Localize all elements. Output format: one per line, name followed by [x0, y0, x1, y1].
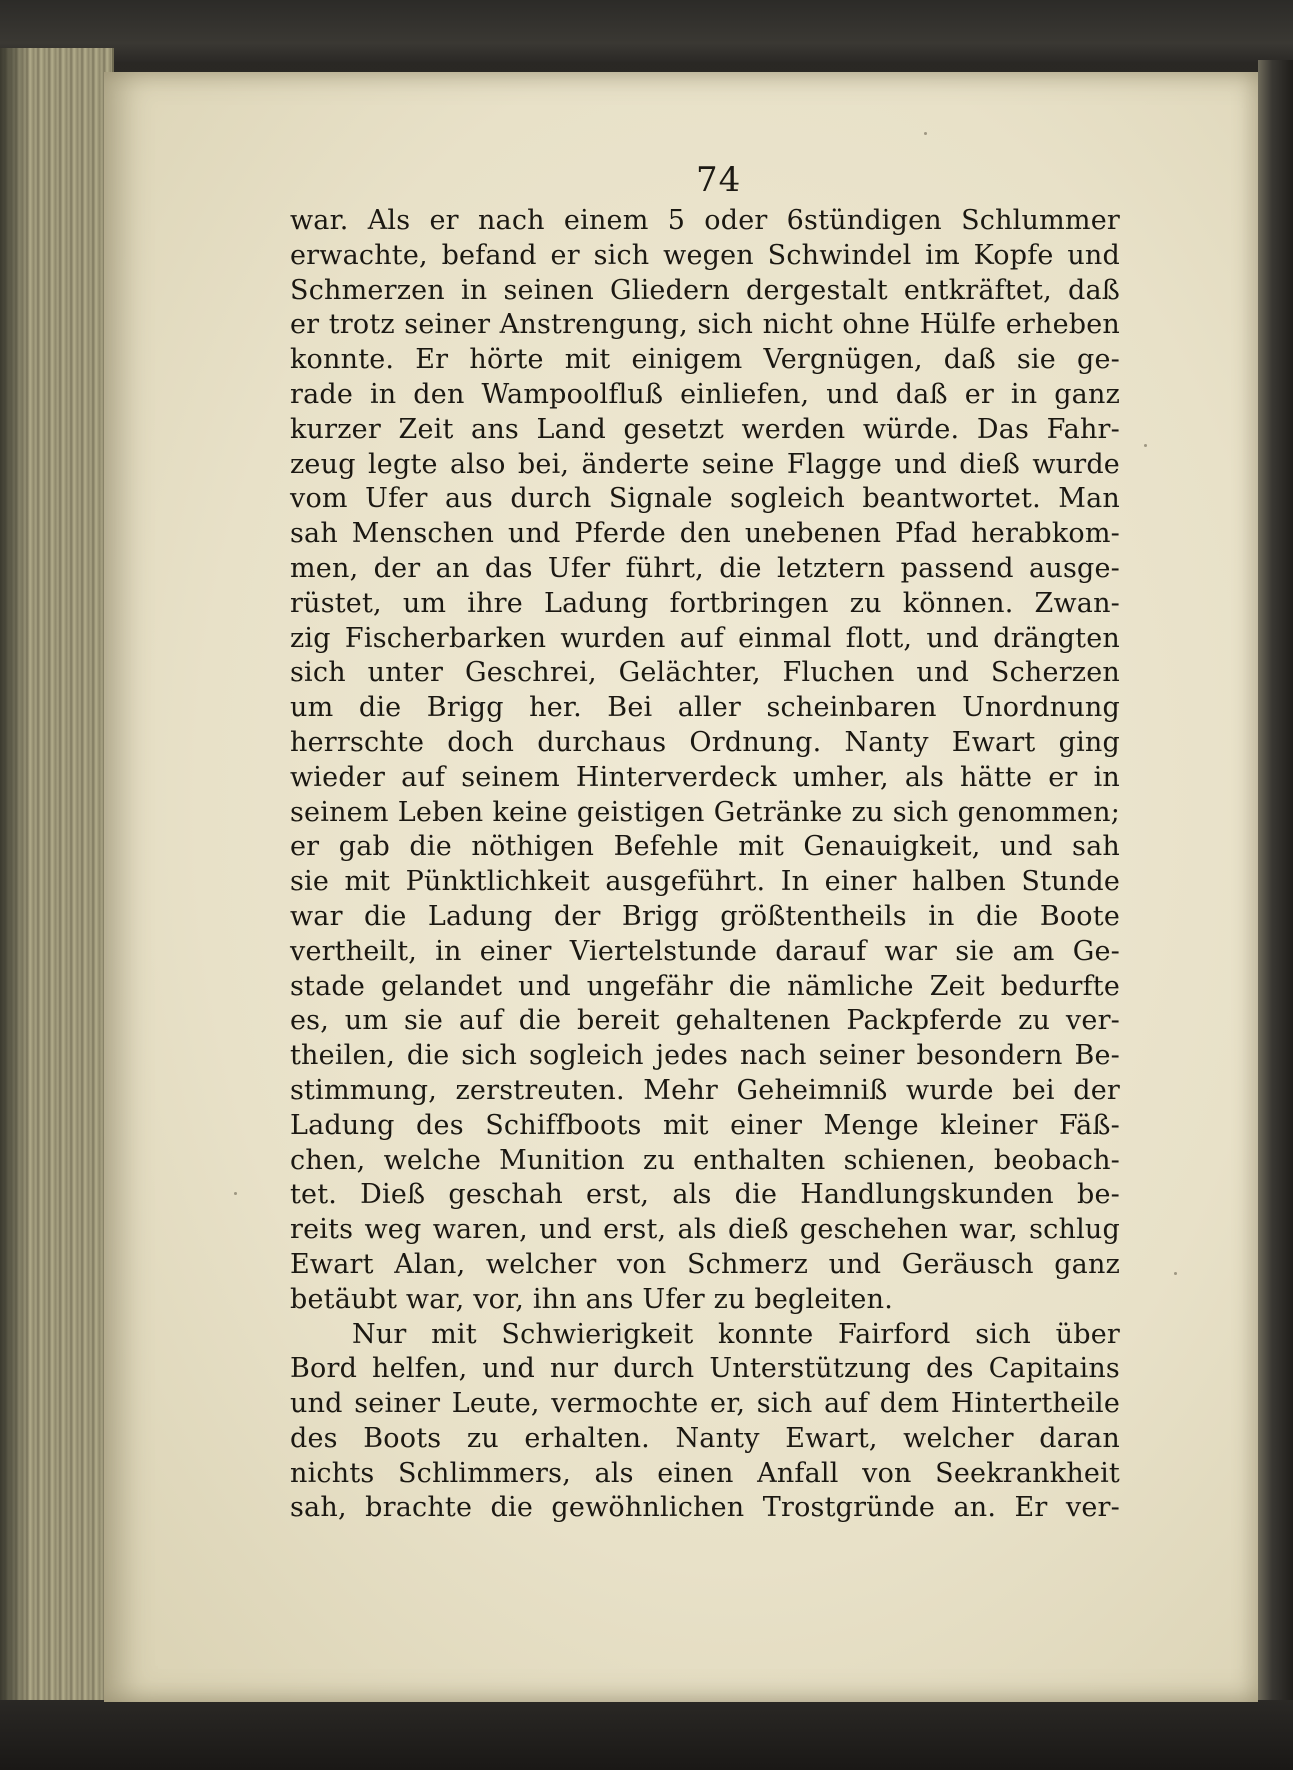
paragraph-start-line: Nur mit Schwierigkeit konnte Fairford sich über: [352, 1318, 1120, 1350]
text-line: theilen, die sich sogleich jedes nach seiner besondern Be-: [290, 1040, 1120, 1072]
text-line: und seiner Leute, vermochte er, sich auf dem Hintertheile: [290, 1388, 1120, 1420]
text-line: wieder auf seinem Hinterverdeck umher, als hätte er in: [290, 761, 1120, 793]
text-line: stade gelandet und ungefähr die nämliche Zeit bedurfte: [290, 970, 1120, 1002]
text-line: Ladung des Schiffboots mit einer Menge kleiner Fäß-: [290, 1109, 1120, 1141]
text-line: des Boots zu erhalten. Nanty Ewart, welcher daran: [290, 1422, 1120, 1454]
paper-fleck: [234, 1192, 237, 1195]
text-line: es, um sie auf die bereit gehaltenen Packpferde zu ver-: [290, 1005, 1120, 1037]
text-line: rüstet, um ihre Ladung fortbringen zu können. Zwan-: [290, 587, 1120, 619]
page-stack-edge: [0, 48, 114, 1738]
text-line: zig Fischerbarken wurden auf einmal flott, und drängten: [290, 622, 1120, 654]
text-line: Schmerzen in seinen Gliedern dergestalt entkräftet, daß: [290, 274, 1120, 306]
paper-fleck: [1144, 444, 1147, 447]
text-line: Bord helfen, und nur durch Unterstützung des Capitains: [290, 1353, 1120, 1385]
text-line: Ewart Alan, welcher von Schmerz und Geräusch ganz: [290, 1248, 1120, 1280]
text-line: war die Ladung der Brigg größtentheils in die Boote: [290, 900, 1120, 932]
text-line: rade in den Wampoolfluß einliefen, und daß er in ganz: [290, 378, 1120, 410]
text-line: herrschte doch durchaus Ordnung. Nanty Ewart ging: [290, 726, 1120, 758]
page-number: 74: [696, 160, 742, 200]
text-line: war. Als er nach einem 5 oder 6stündigen Schlummer: [290, 205, 1120, 236]
text-line: er trotz seiner Anstrengung, sich nicht ohne Hülfe erheben: [290, 309, 1120, 341]
text-line: nichts Schlimmers, als einen Anfall von Seekrankheit: [290, 1457, 1120, 1489]
text-line: vom Ufer aus durch Signale sogleich beantwortet. Man: [290, 483, 1120, 515]
book-top-edge: [0, 0, 1293, 62]
paper-fleck: [1174, 1272, 1177, 1275]
text-line: seinem Leben keine geistigen Getränke zu sich genommen;: [290, 796, 1120, 828]
book-right-edge: [1258, 60, 1293, 1770]
text-line: kurzer Zeit ans Land gesetzt werden würde. Das Fahr-: [290, 413, 1120, 445]
text-line: reits weg waren, und erst, als dieß geschehen war, schlug: [290, 1214, 1120, 1246]
text-line: tet. Dieß geschah erst, als die Handlungskunden be-: [290, 1179, 1120, 1211]
text-line: sie mit Pünktlichkeit ausgeführt. In einer halben Stunde: [290, 866, 1120, 898]
paper-fleck: [924, 132, 927, 135]
body-text: [290, 204, 1120, 1526]
text-line: sich unter Geschrei, Gelächter, Fluchen und Scherzen: [290, 657, 1120, 689]
book-bottom-edge: [0, 1700, 1293, 1770]
text-line: men, der an das Ufer führt, die letztern passend ausge-: [290, 552, 1120, 584]
text-line: sah, brachte die gewöhnlichen Trostgründe an. Er ver-: [290, 1492, 1120, 1524]
text-line: er gab die nöthigen Befehle mit Genauigkeit, und sah: [290, 831, 1120, 863]
text-line: erwachte, befand er sich wegen Schwindel im Kopfe und: [290, 239, 1120, 271]
text-line: zeug legte also bei, änderte seine Flagge und dieß wurde: [290, 448, 1120, 480]
text-line: sah Menschen und Pferde den unebenen Pfad herabkom-: [290, 518, 1120, 550]
paragraph-end-line: betäubt war, vor, ihn ans Ufer zu begleiten.: [290, 1283, 893, 1315]
text-line: vertheilt, in einer Viertelstunde darauf war sie am Ge-: [290, 935, 1120, 967]
text-line: konnte. Er hörte mit einigem Vergnügen, daß sie ge-: [290, 344, 1120, 376]
text-line: chen, welche Munition zu enthalten schienen, beobach-: [290, 1144, 1120, 1176]
text-line: um die Brigg her. Bei aller scheinbaren Unordnung: [290, 692, 1120, 724]
text-line: stimmung, zerstreuten. Mehr Geheimniß wurde bei der: [290, 1074, 1120, 1106]
